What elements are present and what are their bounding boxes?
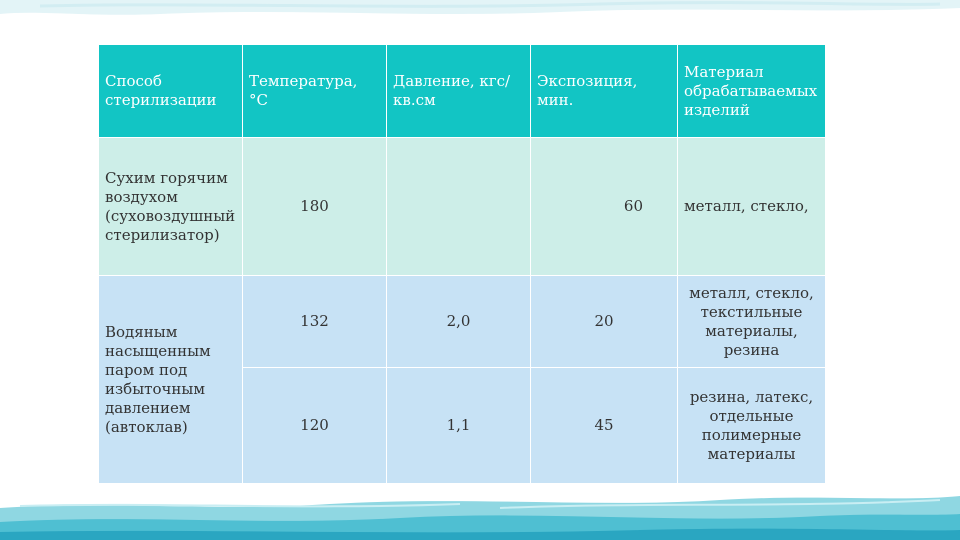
sterilization-table [98,44,826,484]
cell-pressure [387,138,531,276]
cell-method: Сухим горячим воздухом (суховоздушный стерилизатор) [99,138,243,276]
cell-method: Водяным насыщенным паром под избыточным давлением (автоклав) [99,276,243,484]
cell-pressure: 1,1 [387,368,531,484]
table-row [99,138,826,276]
cell-pressure: 2,0 [387,276,531,368]
sterilization-table-container [98,44,825,484]
header-temperature: Температура, °С [243,45,387,138]
bottom-brush-decoration [0,478,960,540]
cell-exposure: 45 [531,368,678,484]
cell-exposure: 20 [531,276,678,368]
table-row [99,276,826,368]
cell-temperature: 120 [243,368,387,484]
cell-material: резина, латекс, отдельные полимерные материалы [678,368,826,484]
cell-material: металл, стекло, текстильные материалы, резина [678,276,826,368]
header-pressure: Давление, кгс/кв.см [387,45,531,138]
cell-exposure: 60 [531,138,678,276]
table-header-row [99,45,826,138]
cell-material: металл, стекло, [678,138,826,276]
cell-temperature: 132 [243,276,387,368]
cell-temperature: 180 [243,138,387,276]
header-method: Способ стерилизации [99,45,243,138]
header-exposure: Экспозиция, мин. [531,45,678,138]
top-brush-decoration [0,0,960,40]
header-material: Материал обрабатываемых изделий [678,45,826,138]
